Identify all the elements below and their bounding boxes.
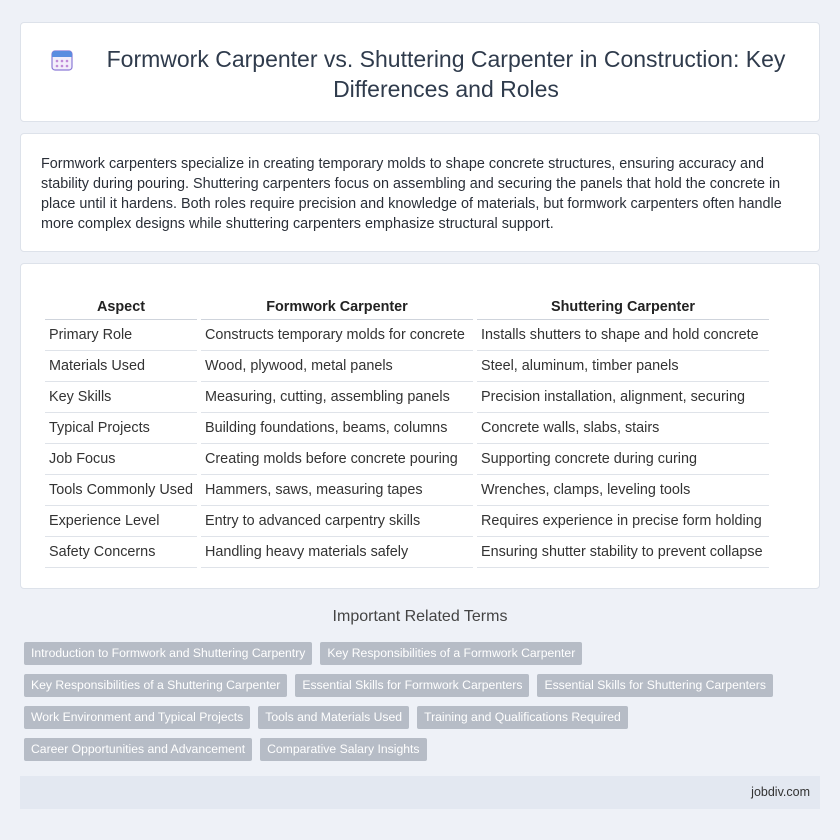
table-row	[45, 506, 769, 537]
footer	[20, 776, 820, 809]
table-cell: Typical Projects	[45, 413, 197, 444]
intro-card	[20, 133, 820, 252]
table-cell: Measuring, cutting, assembling panels	[201, 382, 473, 413]
table-row	[45, 537, 769, 568]
related-term-tag[interactable]: Comparative Salary Insights	[260, 738, 426, 761]
column-header: Formwork Carpenter	[201, 294, 473, 320]
related-term-tag[interactable]: Training and Qualifications Required	[417, 706, 628, 729]
table-cell: Job Focus	[45, 444, 197, 475]
related-term-tag[interactable]: Tools and Materials Used	[258, 706, 409, 729]
table-row	[45, 475, 769, 506]
comparison-table-card	[20, 263, 820, 589]
related-terms-list	[24, 642, 804, 761]
table-cell: Safety Concerns	[45, 537, 197, 568]
related-term-tag[interactable]: Introduction to Formwork and Shuttering Carpentry	[24, 642, 312, 665]
related-term-tag[interactable]: Work Environment and Typical Projects	[24, 706, 250, 729]
table-cell: Key Skills	[45, 382, 197, 413]
related-term-tag[interactable]: Key Responsibilities of a Shuttering Carpenter	[24, 674, 287, 697]
table-header-row	[45, 294, 769, 320]
intro-paragraph: Formwork carpenters specialize in creating temporary molds to shape concrete structures, ensuring accuracy and stability during pouring. Shuttering carpenters focus on assembling and securing the panels that hold the concrete in place until it hardens. Both roles require precision and knowledge of materials, but formwork carpenters often handle more complex designs while shuttering carpenters emphasize structural support.	[41, 156, 782, 232]
table-cell: Wood, plywood, metal panels	[201, 351, 473, 382]
table-cell: Constructs temporary molds for concrete	[201, 320, 473, 351]
table-row	[45, 320, 769, 351]
table-cell: Hammers, saws, measuring tapes	[201, 475, 473, 506]
related-term-tag[interactable]: Key Responsibilities of a Formwork Carpenter	[320, 642, 582, 665]
related-terms-title: Important Related Terms	[332, 608, 508, 625]
related-term-tag[interactable]: Essential Skills for Shuttering Carpenters	[537, 674, 773, 697]
column-header: Shuttering Carpenter	[477, 294, 769, 320]
column-header: Aspect	[45, 294, 197, 320]
table-row	[45, 382, 769, 413]
table-cell: Requires experience in precise form holding	[477, 506, 769, 537]
table-cell: Primary Role	[45, 320, 197, 351]
footer-site[interactable]: jobdiv.com	[751, 785, 810, 799]
table-cell: Creating molds before concrete pouring	[201, 444, 473, 475]
calendar-icon	[49, 47, 75, 73]
comparison-table	[41, 294, 773, 568]
table-row	[45, 444, 769, 475]
table-cell: Tools Commonly Used	[45, 475, 197, 506]
table-cell: Experience Level	[45, 506, 197, 537]
table-cell: Concrete walls, slabs, stairs	[477, 413, 769, 444]
table-cell: Supporting concrete during curing	[477, 444, 769, 475]
table-cell: Installs shutters to shape and hold concrete	[477, 320, 769, 351]
table-cell: Precision installation, alignment, securing	[477, 382, 769, 413]
table-row	[45, 351, 769, 382]
related-term-tag[interactable]: Career Opportunities and Advancement	[24, 738, 252, 761]
related-term-tag[interactable]: Essential Skills for Formwork Carpenters	[295, 674, 529, 697]
table-cell: Entry to advanced carpentry skills	[201, 506, 473, 537]
table-cell: Steel, aluminum, timber panels	[477, 351, 769, 382]
page-title: Formwork Carpenter vs. Shuttering Carpenter in Construction: Key Differences and Roles	[106, 46, 786, 102]
table-row	[45, 413, 769, 444]
table-cell: Materials Used	[45, 351, 197, 382]
table-cell: Ensuring shutter stability to prevent collapse	[477, 537, 769, 568]
table-cell: Wrenches, clamps, leveling tools	[477, 475, 769, 506]
table-cell: Handling heavy materials safely	[201, 537, 473, 568]
table-cell: Building foundations, beams, columns	[201, 413, 473, 444]
header-card	[20, 22, 820, 122]
